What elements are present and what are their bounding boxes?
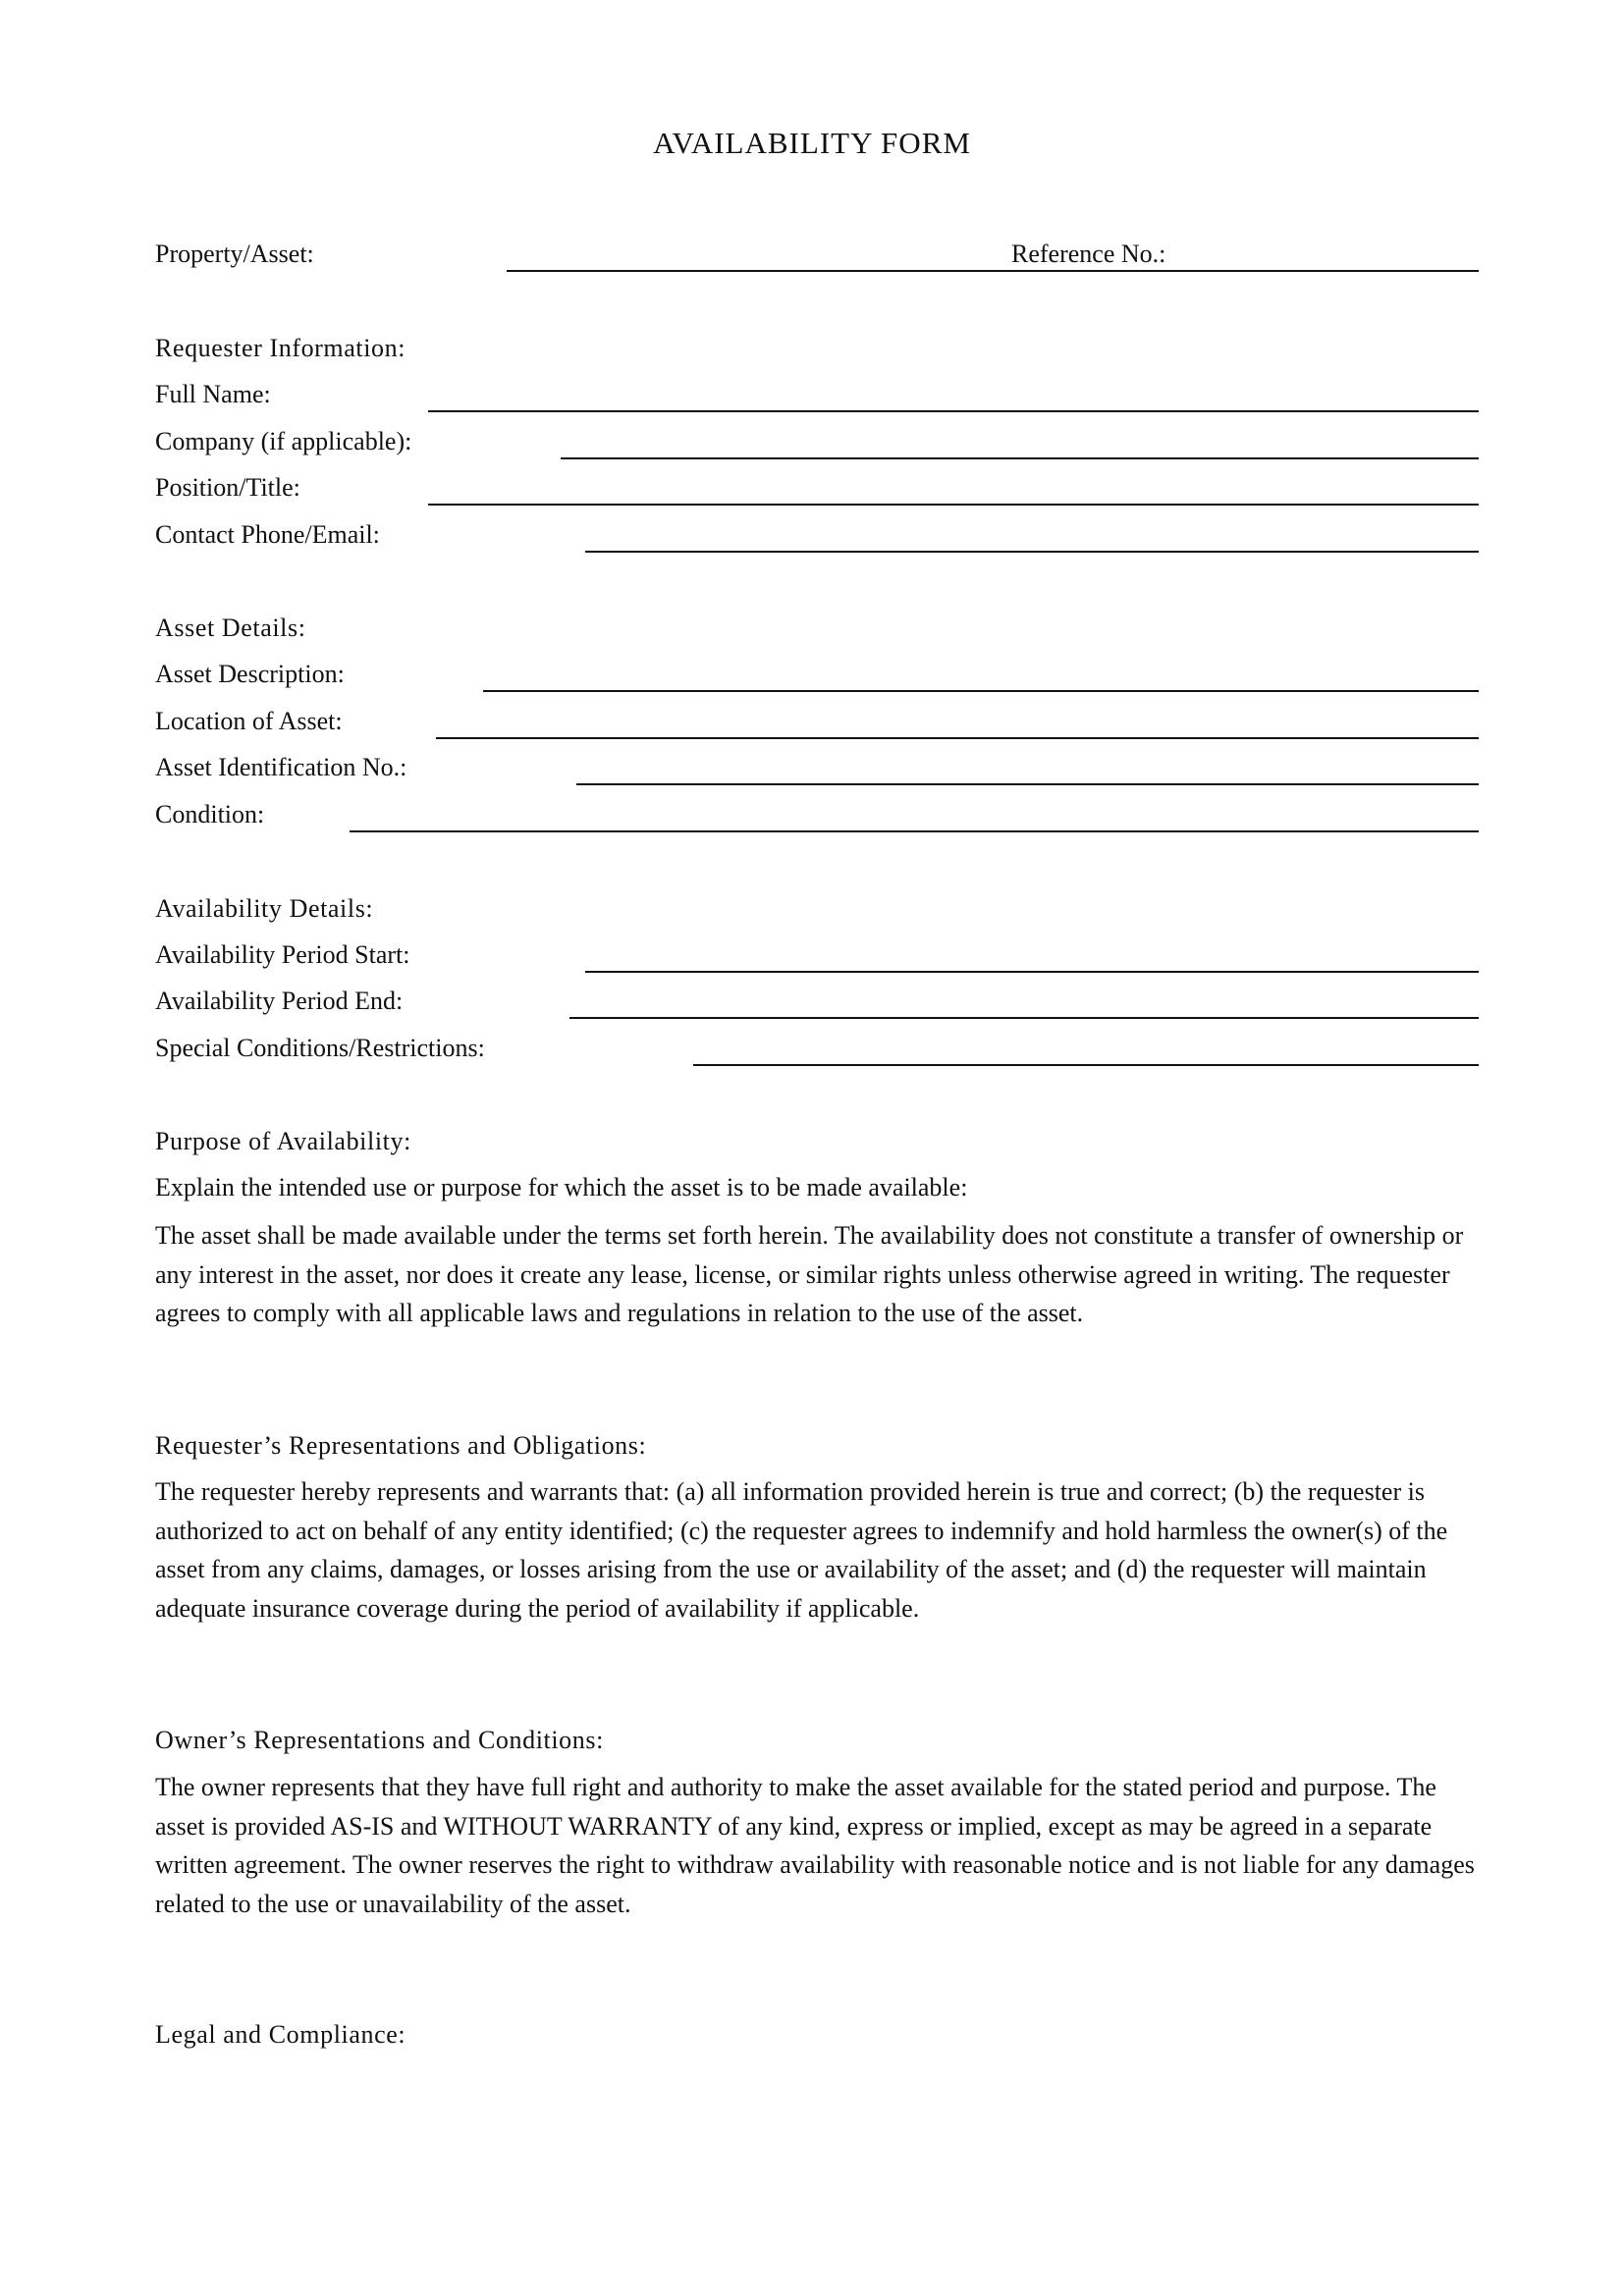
asset-id-label: Asset Identification No.: <box>155 753 407 781</box>
availability-start-label: Availability Period Start: <box>155 940 410 969</box>
asset-description-field[interactable] <box>483 690 1479 692</box>
position-title-field[interactable] <box>428 504 1479 506</box>
special-conditions-field[interactable] <box>693 1064 1479 1066</box>
requester-reps-paragraph: The requester hereby represents and warrants that: (a) all information provided herein is true and correct; (b) the requester is authorized to act on behalf of any entity identified; (c) the requester agrees to indemnify and hold harmless the owner(s) of the asset from any claims, damages, or losses arising from the use or availability of the asset; and (d) the requester will maintain adequate insurance coverage during the period of availability if applicable. <box>155 1477 1448 1623</box>
condition-field[interactable] <box>350 830 1479 832</box>
availability-start-field[interactable] <box>585 971 1479 973</box>
asset-location-label: Location of Asset: <box>155 707 343 735</box>
legal-heading: Legal and Compliance: <box>155 2020 406 2049</box>
availability-end-label: Availability Period End: <box>155 987 404 1015</box>
contact-field[interactable] <box>585 551 1479 553</box>
purpose-paragraph: The asset shall be made available under the terms set forth herein. The availability does not constitute a transfer of ownership or any interest in the asset, nor does it create any lease, license, or similar rights unless otherwise agreed in writing. The requester agrees to comply with all applicable laws and regulations in relation to the use of the asset. <box>155 1221 1464 1327</box>
asset-description-label: Asset Description: <box>155 660 345 688</box>
availability-details-heading: Availability Details: <box>155 894 374 923</box>
availability-end-field[interactable] <box>569 1017 1479 1019</box>
property-asset-field[interactable] <box>507 270 1479 272</box>
condition-label: Condition: <box>155 800 265 828</box>
asset-location-field[interactable] <box>436 737 1479 739</box>
full-name-field[interactable] <box>428 410 1479 412</box>
company-label: Company (if applicable): <box>155 427 412 455</box>
requester-reps-heading: Requester’s Representations and Obligations: <box>155 1431 647 1460</box>
reference-no-label: Reference No.: <box>1011 240 1166 268</box>
page-title: AVAILABILITY FORM <box>653 126 971 160</box>
purpose-heading: Purpose of Availability: <box>155 1127 411 1155</box>
owner-reps-paragraph: The owner represents that they have full right and authority to make the asset available for the stated period and purpose. The asset is provided AS-IS and WITHOUT WARRANTY of any kind, express or implied, except as may be agreed in a separate written agreement. The owner reserves the right to withdraw availability with reasonable notice and is not liable for any damages related to the use or unavailability of the asset. <box>155 1773 1475 1918</box>
purpose-prompt: Explain the intended use or purpose for which the asset is to be made available: <box>155 1173 968 1201</box>
property-asset-label: Property/Asset: <box>155 240 314 268</box>
full-name-label: Full Name: <box>155 380 271 408</box>
special-conditions-label: Special Conditions/Restrictions: <box>155 1034 485 1062</box>
asset-id-field[interactable] <box>576 783 1479 785</box>
asset-details-heading: Asset Details: <box>155 614 306 642</box>
requester-info-heading: Requester Information: <box>155 334 406 362</box>
position-title-label: Position/Title: <box>155 473 300 502</box>
contact-label: Contact Phone/Email: <box>155 520 380 549</box>
owner-reps-heading: Owner’s Representations and Conditions: <box>155 1726 604 1754</box>
company-field[interactable] <box>561 457 1479 459</box>
